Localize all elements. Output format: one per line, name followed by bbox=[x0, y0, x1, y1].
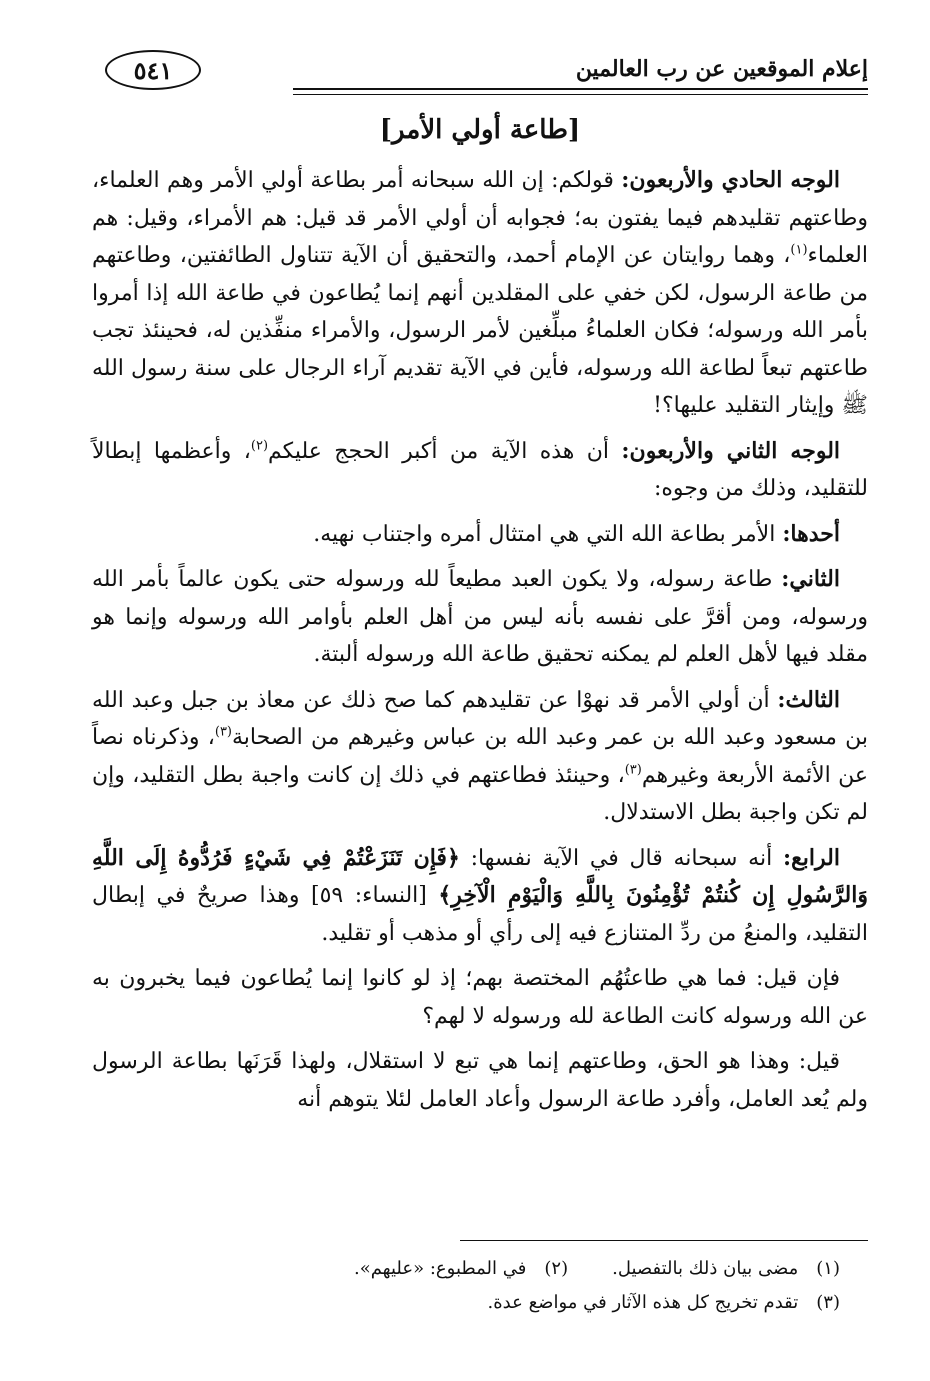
paragraph-text: طاعة رسوله، ولا يكون العبد مطيعاً لله ورسوله حتى يكون عالماً بأمر الله ورسوله، ومن أقرَّ على نفسه بأنه ليس من أهل العلم بأوامر الله ورسوله وإنما هو مقلد فيها لأهل العلم لم يمكنه تحقيق طاعة الله ورسوله ألبتة. bbox=[92, 567, 868, 667]
paragraph-text: قيل: وهذا هو الحق، وطاعتهم إنما هي تبع لا استقلال، ولهذا قَرَنَها بطاعة الرسول ولم يُعد العامل، وأفرد طاعة الرسول وأعاد العامل لئلا يتوهم أنه bbox=[92, 1049, 868, 1112]
paragraph-3 bbox=[92, 516, 868, 554]
footnote-2 bbox=[354, 1252, 568, 1286]
paragraph-text: [النساء: ٥٩] وهذا صريحٌ في إبطال التقليد، والمنعُ من ردِّ المتنازع فيه إلى رأي أو مذهب أو تقليد. bbox=[92, 883, 868, 946]
footnote-text: تقدم تخريج كل هذه الآثار في مواضع عدة. bbox=[487, 1292, 799, 1313]
footnote-text: في المطبوع: «عليهم». bbox=[353, 1258, 527, 1279]
footnote-number: (٣) bbox=[816, 1292, 840, 1313]
paragraph-8 bbox=[92, 1043, 868, 1118]
footnotes bbox=[92, 1252, 868, 1320]
page-body bbox=[92, 110, 868, 1126]
footnote-number: (١) bbox=[816, 1258, 840, 1279]
section-heading: [طاعة أولي الأمر] bbox=[379, 115, 581, 145]
quran-quote: ﴿فَإِن تَنَزَعْتُمْ فِي شَيْءٍ فَرُدُّوهُ إِلَى اللَّهِ وَالرَّسُولِ إِن كُنتُمْ تُؤْمِنُونَ بِاللَّهِ وَالْيَوْمِ الْآخِرِ﴾ bbox=[92, 844, 868, 908]
page-header bbox=[95, 48, 868, 88]
paragraph-text: ، وأعظمها إبطالاً للتقليد، وذلك من وجوه: bbox=[92, 438, 868, 501]
paragraph-lead: الوجه الثاني والأربعون: bbox=[621, 437, 841, 464]
paragraph-text: الأمر بطاعة الله التي هي امتثال أمره واجتناب نهيه. bbox=[313, 521, 783, 547]
footnote-1 bbox=[612, 1252, 840, 1286]
header-rule-thick bbox=[293, 88, 868, 90]
footnote-row bbox=[92, 1252, 868, 1286]
paragraph-text: فإن قيل: فما هي طاعتُهُم المختصة بهم؛ إذ لو كانوا إنما يُطاعون فيما يخبرون به عن الله ورسوله كانت الطاعة لله ورسوله لا لهم؟ bbox=[92, 966, 868, 1029]
paragraph-text: أنه سبحانه قال في الآية نفسها: bbox=[459, 845, 783, 871]
paragraph-text: ، وذكرناه نصاً عن الأئمة الأربعة وغيرهم bbox=[92, 725, 868, 788]
paragraph-lead: الوجه الحادي والأربعون: bbox=[621, 167, 840, 193]
footnote-row bbox=[92, 1286, 868, 1320]
paragraph-lead: أحدها: bbox=[782, 520, 840, 547]
footnote-ref[interactable]: (١) bbox=[790, 242, 808, 258]
paragraph-5 bbox=[92, 682, 868, 832]
paragraph-lead: الثالث: bbox=[777, 686, 840, 713]
paragraph-1 bbox=[92, 162, 868, 425]
paragraph-text: ، وهما روايتان عن الإمام أحمد، والتحقيق أن الآية تتناول الطائفتين، وطاعتهم من طاعة الرسول، لكن خفي على المقلدين أنهم إنما يُطاعون في طاعة الله إذا أمروا بأمر الله ورسوله؛ فكان العلماءُ مبلِّغين لأمر الرسول، والأمراء منفِّذين له، فحينئذ تجب طاعتهم تبعاً لطاعة الله ورسوله، فأين في الآية تقديم آراء الرجال على سنة رسول الله ﷺ وإيثار التقليد عليها؟! bbox=[92, 243, 868, 418]
footnote-ref[interactable]: (٣) bbox=[624, 762, 642, 778]
footnote-ref[interactable]: (٣) bbox=[214, 724, 232, 740]
paragraph-text: ، وحينئذ فطاعتهم في ذلك إن كانت واجبة بطل التقليد، وإن لم تكن واجبة بطل الاستدلال. bbox=[92, 762, 868, 825]
footnote-ref[interactable]: (٢) bbox=[250, 438, 269, 454]
page-number: ٥٤١ bbox=[105, 50, 201, 90]
paragraph-6 bbox=[92, 840, 868, 953]
paragraph-lead: الرابع: bbox=[782, 844, 840, 871]
footnote-text: مضى بيان ذلك بالتفصيل. bbox=[612, 1258, 799, 1279]
paragraph-4 bbox=[92, 561, 868, 674]
paragraph-text: قولكم: إن الله سبحانه أمر بطاعة أولي الأمر وهم العلماء، وطاعتهم تقليدهم فيما يفتون به؛ فجوابه أن أولي الأمر قد قيل: هم الأمراء، وقيل: هم العلماء bbox=[92, 168, 868, 268]
footnote-3 bbox=[488, 1286, 840, 1320]
footnote-separator bbox=[460, 1240, 868, 1241]
paragraph-7 bbox=[92, 960, 868, 1035]
running-title: إعلام الموقعين عن رب العالمين bbox=[575, 56, 868, 82]
paragraph-2 bbox=[92, 433, 868, 508]
paragraph-text: أن أولي الأمر قد نهوْا عن تقليدهم كما صح ذلك عن معاذ بن جبل وعبد الله بن مسعود وعبد الله بن عمر وعبد الله بن عباس وغيرهم من الصحابة bbox=[92, 687, 868, 750]
paragraph-lead: الثاني: bbox=[781, 566, 840, 592]
footnote-number: (٢) bbox=[544, 1258, 569, 1279]
header-rule-thin bbox=[293, 94, 868, 95]
paragraph-text: أن هذه الآية من أكبر الحجج عليكم bbox=[268, 438, 622, 464]
